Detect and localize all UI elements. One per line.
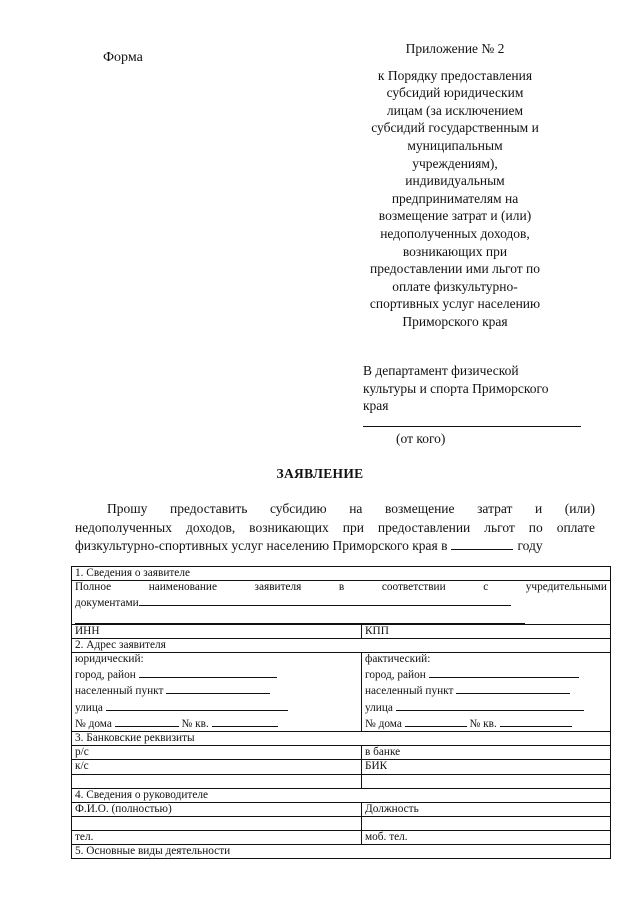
application-table (71, 566, 611, 859)
street-label: улица (365, 701, 393, 714)
section-2-title: 2. Адрес заявителя (72, 638, 611, 652)
legal-settlement-blank[interactable] (166, 682, 270, 694)
apt-label: № кв. (181, 717, 209, 730)
annex-line: учреждениям), (412, 155, 498, 171)
empty-cell[interactable] (362, 817, 611, 831)
annex-line: к Порядку предоставления (377, 67, 533, 83)
empty-cell[interactable] (72, 817, 362, 831)
legal-street-blank[interactable] (106, 699, 288, 711)
actual-apt-blank[interactable] (500, 715, 572, 727)
label-word: соответствии (381, 581, 446, 594)
intro-line (75, 537, 595, 556)
annex-line: возмещение затрат и (или) (378, 208, 532, 224)
city-label: город, район (365, 669, 426, 682)
label-word: учредительными (525, 581, 607, 594)
intro-text: физкультурно-спортивных услуг населению Приморского края в (75, 538, 448, 553)
addressee-line: В департамент физической (363, 363, 519, 378)
settlement-label: населенный пункт (75, 685, 164, 698)
intro-year-word: году (517, 538, 543, 553)
label-word: в (338, 581, 345, 594)
annex-line: недополученных доходов, (380, 225, 530, 241)
legal-address-cell[interactable] (72, 653, 362, 732)
legal-house-blank[interactable] (115, 715, 179, 727)
annex-line: спортивных услуг населению (369, 296, 541, 312)
intro-word: недополученных (75, 519, 172, 535)
empty-cell[interactable] (72, 774, 362, 788)
actual-settlement-row (365, 682, 607, 698)
applicant-name-cell[interactable] (72, 581, 611, 624)
applicant-name-label (75, 581, 607, 594)
actual-settlement-blank[interactable] (456, 682, 570, 694)
apt-label: № кв. (469, 717, 497, 730)
section-5-title: 5. Основные виды деятельности (72, 845, 611, 859)
annex-line: лицам (за исключением (386, 102, 524, 118)
intro-word: возникающих (249, 519, 329, 535)
kpp-cell[interactable]: КПП (362, 624, 611, 638)
inn-cell[interactable]: ИНН (72, 624, 362, 638)
actual-street-row (365, 699, 607, 715)
fio-cell[interactable]: Ф.И.О. (полностью) (72, 802, 362, 816)
form-label: Форма (103, 50, 143, 65)
intro-word: оплате (556, 519, 595, 535)
actual-city-blank[interactable] (429, 666, 579, 678)
legal-city-row (75, 666, 358, 682)
actual-house-blank[interactable] (405, 715, 467, 727)
house-label: № дома (365, 717, 402, 730)
addressee-block (363, 362, 593, 415)
intro-line (75, 500, 595, 519)
applicant-documents-line (75, 594, 607, 610)
ks-cell[interactable]: к/с (72, 760, 362, 774)
actual-house-row (365, 715, 607, 731)
city-label: город, район (75, 669, 136, 682)
annex-line: индивидуальным (405, 173, 505, 189)
actual-address-label: фактический: (365, 653, 431, 666)
legal-settlement-row (75, 682, 358, 698)
documents-label: документами (75, 597, 139, 610)
intro-word: льгот (484, 519, 515, 535)
legal-street-row (75, 699, 358, 715)
annex-line: предпринимателям на (391, 190, 519, 206)
intro-word: на (349, 501, 363, 516)
legal-address-label: юридический: (75, 653, 144, 666)
intro-line (75, 519, 595, 538)
intro-word: предоставлении (377, 519, 471, 535)
year-blank[interactable] (451, 537, 513, 550)
annex-line: Приморского края (402, 313, 508, 329)
addressee-line: культуры и спорта Приморского (363, 380, 549, 396)
intro-word: при (342, 519, 364, 535)
position-cell[interactable]: Должность (362, 802, 611, 816)
actual-city-row (365, 666, 607, 682)
document-heading: ЗАЯВЛЕНИЕ (276, 466, 364, 481)
intro-word: возмещение (384, 501, 455, 516)
intro-word: субсидию (269, 501, 327, 516)
empty-cell[interactable] (362, 774, 611, 788)
intro-word: (или) (564, 501, 595, 516)
annex-line: предоставлении ими льгот по (369, 261, 541, 277)
annex-block (340, 40, 570, 331)
section-4-title: 4. Сведения о руководителе (72, 788, 611, 802)
applicant-name-blank[interactable] (139, 594, 511, 606)
from-label: (от кого) (396, 431, 446, 446)
phone-cell[interactable]: тел. (72, 831, 362, 845)
annex-line: субсидий государственным и (371, 120, 539, 136)
actual-address-cell[interactable] (362, 653, 611, 732)
mobile-cell[interactable]: моб. тел. (362, 831, 611, 845)
settlement-label: населенный пункт (365, 685, 454, 698)
annex-title: Приложение № 2 (405, 41, 505, 56)
street-label: улица (75, 701, 103, 714)
intro-word: и (535, 501, 543, 516)
intro-word: доходов, (185, 519, 236, 535)
annex-line: оплате физкультурно- (392, 278, 518, 294)
addressee-line: края (363, 398, 389, 413)
annex-line: возникающих при (402, 243, 508, 259)
intro-word: по (528, 519, 543, 535)
applicant-name-blank-2[interactable] (75, 611, 525, 624)
intro-word: предоставить (169, 501, 248, 516)
legal-city-blank[interactable] (139, 666, 277, 678)
rs-cell[interactable]: р/с (72, 746, 362, 760)
intro-word: затрат (477, 501, 513, 516)
intro-word: Прошу (107, 501, 148, 516)
bik-cell[interactable]: БИК (362, 760, 611, 774)
label-word: с (483, 581, 489, 594)
legal-house-row (75, 715, 358, 731)
annex-line: муниципальным (407, 137, 503, 153)
house-label: № дома (75, 717, 112, 730)
annex-line: субсидий юридическим (386, 85, 524, 101)
sender-blank-line[interactable] (363, 426, 581, 427)
legal-apt-blank[interactable] (212, 715, 278, 727)
actual-street-blank[interactable] (396, 699, 584, 711)
label-word: заявителя (254, 581, 302, 594)
bank-cell[interactable]: в банке (362, 746, 611, 760)
intro-paragraph (75, 500, 595, 556)
label-word: Полное (75, 581, 112, 594)
section-1-title: 1. Сведения о заявителе (72, 567, 611, 581)
label-word: наименование (148, 581, 217, 594)
section-3-title: 3. Банковские реквизиты (72, 732, 611, 746)
